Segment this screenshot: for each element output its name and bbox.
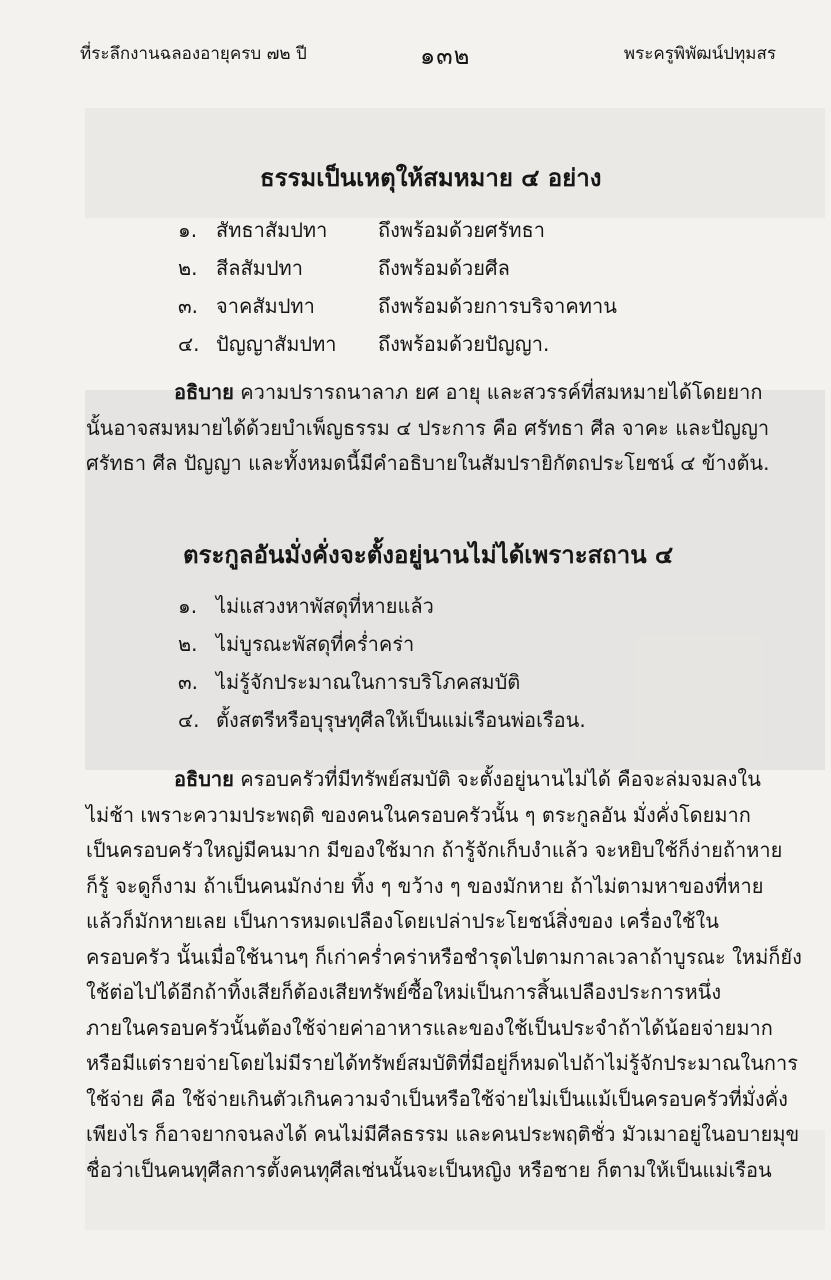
item-number: ๒. bbox=[178, 256, 198, 280]
item-term: ปัญญาสัมปทา bbox=[216, 332, 337, 356]
explanation-label: อธิบาย bbox=[174, 767, 234, 791]
paragraph-line: ครอบครัว นั้นเมื่อใช้นานๆ ก็เก่าคร่ำคร่าหรือชำรุดไปตามกาลเวลาถ้าบูรณะ ใหม่ก็ยัง bbox=[86, 944, 802, 969]
running-header bbox=[80, 40, 776, 68]
item-number: ๔. bbox=[178, 332, 200, 356]
page-number: ๑๓๒ bbox=[420, 42, 471, 70]
paragraph-line: นั้นอาจสมหมายได้ด้วยบำเพ็ญธรรม ๔ ประการ คือ ศรัทธา ศีล จาคะ และปัญญา bbox=[86, 415, 770, 440]
section-heading: ตระกูลอันมั่งคั่งจะตั้งอยู่นานไม่ได้เพราะสถาน ๔ bbox=[183, 541, 674, 569]
paragraph-line: ใช้จ่าย คือ ใช้จ่ายเกินตัวเกินความจำเป็นหรือใช้จ่ายไม่เป็นแม้เป็นครอบครัวที่มั่งคั่ง bbox=[86, 1086, 788, 1111]
item-number: ๓. bbox=[178, 670, 199, 694]
item-number: ๑. bbox=[178, 594, 198, 618]
header-author: พระครูพิพัฒน์ปทุมสร bbox=[623, 44, 776, 64]
paragraph-line: ศรัทธา ศีล ปัญญา และทั้งหมดนี้มีคำอธิบายในสัมปรายิกัตถประโยชน์ ๔ ข้างต้น. bbox=[86, 451, 770, 475]
paragraph-line: ความปรารถนาลาภ ยศ อายุ และสวรรค์ที่สมหมายได้โดยยาก bbox=[240, 380, 763, 404]
paragraph-line: ครอบครัวที่มีทรัพย์สมบัติ จะตั้งอยู่นานไม่ได้ คือจะล่มจมลงใน bbox=[240, 767, 761, 791]
item-description: ถึงพร้อมด้วยการบริจาคทาน bbox=[378, 294, 617, 318]
item-text: ไม่แสวงหาพัสดุที่หายแล้ว bbox=[216, 594, 434, 618]
paragraph-line: ชื่อว่าเป็นคนทุศีลการตั้งคนทุศีลเช่นนั้นจะเป็นหญิง หรือชาย ก็ตามให้เป็นแม่เรือน bbox=[86, 1157, 772, 1182]
item-text: ตั้งสตรีหรือบุรุษทุศีลให้เป็นแม่เรือนพ่อเรือน. bbox=[216, 708, 586, 732]
section-heading: ธรรมเป็นเหตุให้สมหมาย ๔ อย่าง bbox=[260, 164, 602, 192]
paragraph-line: ไม่ช้า เพราะความประพฤติ ของคนในครอบครัวนั้น ๆ ตระกูลอัน มั่งคั่งโดยมาก bbox=[86, 802, 751, 827]
item-number: ๑. bbox=[178, 218, 198, 242]
explanation-paragraph bbox=[86, 762, 822, 1188]
item-text: ไม่รู้จักประมาณในการบริโภคสมบัติ bbox=[216, 670, 521, 694]
item-number: ๓. bbox=[178, 294, 199, 318]
paragraph-line: หรือมีแต่รายจ่ายโดยไม่มีรายได้ทรัพย์สมบัติที่มีอยู่ก็หมดไปถ้าไม่รู้จักประมาณในการ bbox=[86, 1051, 799, 1075]
item-number: ๒. bbox=[178, 632, 198, 656]
item-description: ถึงพร้อมด้วยปัญญา. bbox=[378, 332, 550, 356]
explanation-label: อธิบาย bbox=[174, 380, 234, 404]
item-description: ถึงพร้อมด้วยศีล bbox=[378, 256, 510, 280]
paragraph-line: ภายในครอบครัวนั้นต้องใช้จ่ายค่าอาหารและของใช้เป็นประจำถ้าได้น้อยจ่ายมาก bbox=[86, 1015, 773, 1040]
paragraph-line: เพียงไร ก็อาจยากจนลงได้ คนไม่มีศีลธรรม และคนประพฤติชั่ว มัวเมาอยู่ในอบายมุข bbox=[86, 1122, 800, 1146]
paragraph-line: ใช้ต่อไปได้อีกถ้าทิ้งเสียก็ต้องเสียทรัพย์ซื้อใหม่เป็นการสิ้นเปลืองประการหนึ่ง bbox=[86, 980, 722, 1004]
header-book-title: ที่ระลึกงานฉลองอายุครบ ๗๒ ปี bbox=[80, 44, 307, 64]
item-term: สีลสัมปทา bbox=[216, 256, 303, 280]
paragraph-line: ก็รู้ จะดูก็งาม ถ้าเป็นคนมักง่าย ทิ้ง ๆ ขว้าง ๆ ของมักหาย ถ้าไม่ตามหาของที่หาย bbox=[86, 873, 764, 898]
explanation-paragraph bbox=[86, 375, 822, 482]
item-term: สัทธาสัมปทา bbox=[216, 218, 328, 242]
paragraph-line: เป็นครอบครัวใหญ่มีคนมาก มีของใช้มาก ถ้ารู้จักเก็บงำแล้ว จะหยิบใช้ก็ง่ายถ้าหาย bbox=[86, 838, 783, 862]
item-number: ๔. bbox=[178, 708, 200, 732]
item-text: ไม่บูรณะพัสดุที่คร่ำคร่า bbox=[216, 632, 415, 656]
item-term: จาคสัมปทา bbox=[216, 294, 315, 318]
paragraph-line: แล้วก็มักหายเลย เป็นการหมดเปลืองโดยเปล่าประโยชน์สิ่งของ เครื่องใช้ใน bbox=[86, 909, 719, 933]
item-description: ถึงพร้อมด้วยศรัทธา bbox=[378, 218, 545, 242]
